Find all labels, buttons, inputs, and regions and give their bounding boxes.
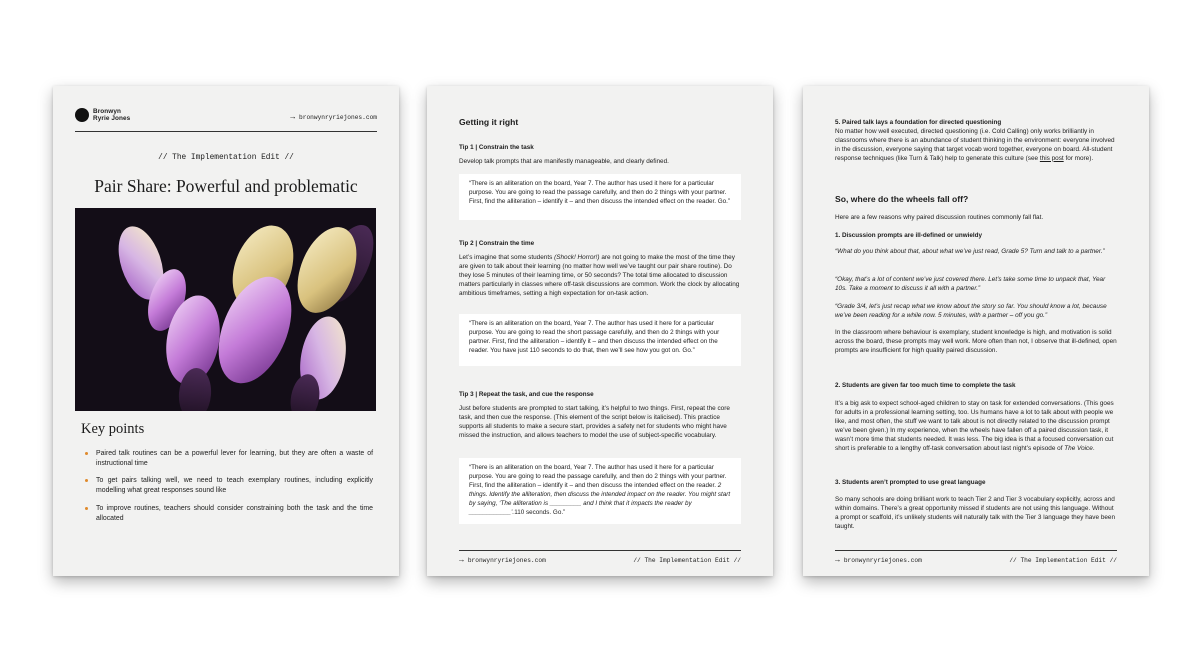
section-5-text: No matter how well executed, directed questioning (i.e. Cold Calling) only works brilliantly in classrooms where there is an abundance of student thinking in the environment: everyone involved in the discussion, everyone saying that target vocab word together, everyone on board. All-student response techniques (like Turn & Talk) help to generate this culture (see this post for more). xyxy=(835,128,1115,162)
page-where-wheels-fall-off xyxy=(803,86,1149,576)
footer-site-link[interactable]: → bronwynryriejones.com xyxy=(459,555,546,565)
footer-rule xyxy=(459,550,741,551)
intro-text: Here are a few reasons why paired discussion routines commonly fall flat. xyxy=(835,214,1044,221)
hero-image xyxy=(75,208,376,411)
logo-icon xyxy=(75,108,89,122)
reason-1-text: In the classroom where behaviour is exemplary, student knowledge is high, and motivation is solid across the board, these prompts may well work. More often than not, I observe that ill-defined, open prompts are insufficient for high quality paired discussion. xyxy=(835,329,1117,354)
arrow-right-icon: → xyxy=(459,555,464,565)
abstract-ovals-illustration xyxy=(75,208,376,411)
tip-2-text: Let’s imagine that some students (Shock! Horror!) are not going to make the most of the time they are given to talk about their learning (no matter how well we’ve taught our pair share routine). Do they lose 5 minutes of their learning time, or 50 seconds? The total time allocated to discussion matters particularly in classes where off-task discussions are common. Work the clock by allocating ambitious timeframes, setting a high expectation for on-task action. xyxy=(459,254,740,297)
brand-line-2: Ryrie Jones xyxy=(93,115,131,122)
reason-3-text: So many schools are doing brilliant work to teach Tier 2 and Tier 3 vocabulary explicitly, across and within domains. There’s a great opportunity missed if students are not using this language. Without a prompt or scaffold, it’s unlikely students will naturally talk with the Tier 3 language they have been taught. xyxy=(835,496,1116,530)
edition-label: // The Implementation Edit // xyxy=(158,154,294,162)
key-point-item: To get pairs talking well, we need to teach exemplary routines, including explicitly modelling what great responses sound like xyxy=(85,476,373,495)
section-heading: Getting it right xyxy=(459,117,519,127)
reason-1-quote-3: “Grade 3/4, let’s just recap what we know about the story so far. You should know a lot, because we’ve been reading for a while now. 5 minutes, with a partner – off you go.” xyxy=(835,303,1107,319)
page-getting-it-right xyxy=(427,86,773,576)
tip-1-title: Tip 1 | Constrain the task xyxy=(459,144,534,151)
key-point-item: Paired talk routines can be a powerful lever for learning, but they are often a waste of instructional time xyxy=(85,449,373,468)
header-rule xyxy=(75,131,377,132)
section-heading: So, where do the wheels fall off? xyxy=(835,194,969,204)
footer-edition: // The Implementation Edit // xyxy=(1009,557,1117,564)
footer-edition: // The Implementation Edit // xyxy=(633,557,741,564)
reason-3-title: 3. Students aren’t prompted to use great language xyxy=(835,479,986,486)
document-title: Pair Share: Powerful and problematic xyxy=(94,176,358,196)
tip-1-text: Develop talk prompts that are manifestly manageable, and clearly defined. xyxy=(459,158,669,165)
key-point-item: To improve routines, teachers should consider constraining both the task and the time allocated xyxy=(85,504,373,523)
section-5-title: 5. Paired talk lays a foundation for directed questioning xyxy=(835,119,1002,126)
reason-1-quote-2: “Okay, that’s a lot of content we’ve just covered there. Let’s take some time to unpack that, Year 10s. Take a moment to discuss it all with a partner.” xyxy=(835,276,1106,292)
tip-2-quote: “There is an alliteration on the board, Year 7. The author has used it here for a particular purpose. You are going to read the short passage carefully, and then do 2 things with your partner. First, find the alliteration – identify it – and then discuss the intended effect on the reader. You have just 110 seconds to do that, then we’ll see how you got on. Go.” xyxy=(459,314,741,366)
bullet-icon xyxy=(85,452,88,455)
footer-rule xyxy=(835,550,1117,551)
tip-1-quote: “There is an alliteration on the board, Year 7. The author has used it here for a particular purpose. You are going to read the passage carefully, and then do 2 things with your partner. First, find the alliteration – identify it – and then discuss the intended effect on the reader. Go.” xyxy=(459,174,741,220)
this-post-link[interactable]: this post xyxy=(1039,154,1064,162)
reason-2-text: It’s a big ask to expect school-aged children to stay on task for extended conversations. (This goes for adults in a professional learning setting, too. Us humans have a lot to talk about with people we like, and most often, the stuff we want to talk about is not directly related to the discussion prompt we’ve been given.) In my experience, when the wheels have fallen off a paired discussion task, it wasn’t more time that students needed. It was less. The big idea is that a focused conversation cut short is preferable to a lengthy off-task conversation about last night’s episode of The Voice. xyxy=(835,400,1114,452)
arrow-right-icon: → xyxy=(835,555,840,565)
site-link[interactable] xyxy=(290,114,377,121)
tip-3-title: Tip 3 | Repeat the task, and cue the response xyxy=(459,391,594,398)
bullet-icon xyxy=(85,479,88,482)
bullet-icon xyxy=(85,507,88,510)
tip-2-title: Tip 2 | Constrain the time xyxy=(459,240,535,247)
footer-site-link[interactable]: → bronwynryriejones.com xyxy=(835,555,922,565)
site-link-text: bronwynryriejones.com xyxy=(299,114,377,121)
key-points-title: Key points xyxy=(81,421,145,437)
page-cover xyxy=(53,86,399,576)
reason-1-quote-1: “What do you think about that, about what we’ve just read, Grade 5? Turn and talk to a partner.” xyxy=(835,248,1105,255)
brand xyxy=(75,108,130,122)
tip-3-text: Just before students are prompted to start talking, it’s helpful to two things. First, repeat the core task, and then cue the response. (This element of the script below is italicised). This practice supports all students to make a secure start, provides a safety net for students who might have missed the instruction, and allows teachers to model the use of subject-specific vocabulary. xyxy=(459,405,730,439)
reason-2-title: 2. Students are given far too much time to complete the task xyxy=(835,382,1016,389)
arrow-right-icon: → xyxy=(290,112,296,122)
tip-3-quote: “There is an alliteration on the board, Year 7. The author has used it here for a particular purpose. You are going to read the passage carefully, and then do 2 things with your partner. First, find the alliteration – identify it – and then discuss the intended effect on the reader. 2 things. Identify the alliteration, then discuss the intended impact on the reader. You might start by saying, ‘The alliteration is _________ and I think that it impacts the reader by ____________’.110 seconds. Go.” xyxy=(459,458,741,524)
brand-line-1: Bronwyn xyxy=(93,108,122,115)
reason-1-title: 1. Discussion prompts are ill-defined or unwieldy xyxy=(835,232,982,239)
